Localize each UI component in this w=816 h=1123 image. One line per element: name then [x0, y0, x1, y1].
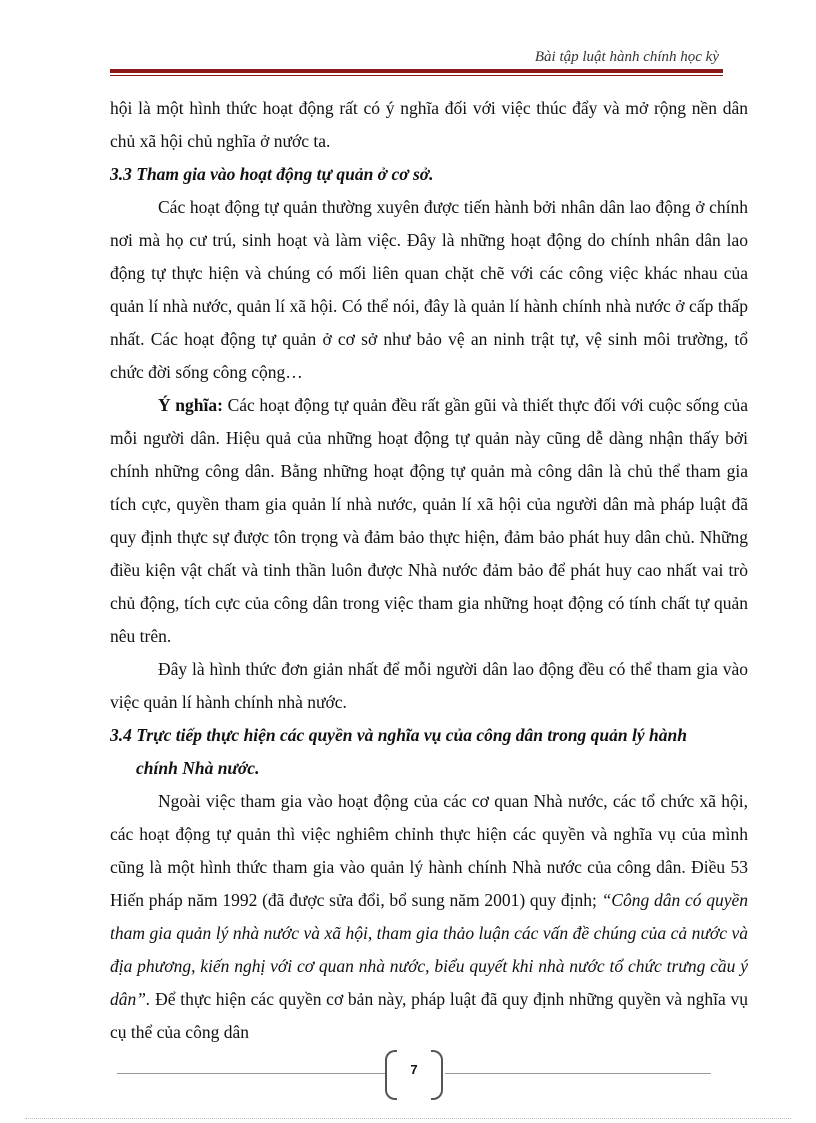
section-heading-3-3: 3.3 Tham gia vào hoạt động tự quản ở cơ sở.: [110, 164, 434, 184]
section-heading-3-4-line2: chính Nhà nước.: [136, 758, 260, 778]
paragraph-rights-duties-end: Để thực hiện các quyền cơ bản này, pháp luật đã quy định những quyền và nghĩa vụ cụ thể của công dân: [110, 989, 748, 1042]
header-rule: [110, 69, 723, 73]
section-heading-3-4: [110, 719, 748, 785]
footer-rule-left: [117, 1073, 387, 1074]
paragraph-rights-duties: [110, 785, 748, 1049]
paragraph-self-management: Các hoạt động tự quản thường xuyên được tiến hành bởi nhân dân lao động ở chính nơi mà họ cư trú, sinh hoạt và làm việc. Đây là những hoạt động do chính nhân dân lao động tự thực hiện và chúng có mối liên quan chặt chẽ với các công việc khác nhau của quản lí nhà nước, quản lí xã hội. Có thể nói, đây là quản lí hành chính nhà nước ở cấp thấp nhất. Các hoạt động tự quản ở cơ sở như bảo vệ an ninh trật tự, vệ sinh môi trường, tổ chức đời sống công cộng…: [110, 197, 748, 382]
header-rule-thin: [110, 75, 723, 76]
section-heading-3-4-line1: 3.4 Trực tiếp thực hiện các quyền và nghĩa vụ của công dân trong quản lý hành: [110, 725, 687, 745]
paragraph-rights-duties-start: Ngoài việc tham gia vào hoạt động của các cơ quan Nhà nước, các tổ chức xã hội, các hoạt động tự quản thì việc nghiêm chỉnh thực hiện các quyền và nghĩa vụ của mình cũng là một hình thức tham gia vào quản lý hành chính Nhà nước của công dân. Điều 53 Hiến pháp năm 1992 (đã được sửa đổi, bổ sung năm 2001) quy định;: [110, 791, 748, 910]
significance-text: Các hoạt động tự quản đều rất gần gũi và thiết thực đối với cuộc sống của mỗi người dân. Hiệu quả của những hoạt động tự quản này cũng dễ dàng nhận thấy bởi chính những công dân. Bằng những hoạt động tự quản mà công dân là chủ thể tham gia tích cực, quyền tham gia quản lí nhà nước, quản lí xã hội của người dân mà pháp luật đã quy định thực sự được tôn trọng và đảm bảo thực hiện, đảm bảo phát huy dân chủ. Những điều kiện vật chất và tinh thần luôn được Nhà nước đảm bảo để phát huy cao nhất vai trò chủ động, tích cực của công dân trong việc tham gia những hoạt động có tính chất tự quản nêu trên.: [110, 395, 748, 646]
page-header-title: Bài tập luật hành chính học kỳ: [534, 49, 719, 65]
page-bottom-dotted-line: [25, 1118, 791, 1119]
page-number: 7: [410, 1062, 418, 1077]
page-number-box: [385, 1050, 443, 1098]
document-body: [110, 92, 748, 1049]
paragraph-significance: [110, 389, 748, 653]
paragraph-continuation: hội là một hình thức hoạt động rất có ý nghĩa đối với việc thúc đẩy và mở rộng nền dân chủ xã hội chủ nghĩa ở nước ta.: [110, 98, 748, 151]
footer-rule-right: [445, 1073, 711, 1074]
paragraph-simplest-form: Đây là hình thức đơn giản nhất để mỗi người dân lao động đều có thể tham gia vào việc quản lí hành chính nhà nước.: [110, 659, 748, 712]
significance-label: Ý nghĩa:: [158, 395, 223, 415]
constitution-quote: “Công dân có quyền tham gia quản lý nhà nước và xã hội, tham gia thảo luận các vấn đề chúng của cả nước và địa phương, kiến nghị với cơ quan nhà nước, biểu quyết khi nhà nước tổ chức trưng cầu ý dân”.: [110, 890, 748, 1009]
